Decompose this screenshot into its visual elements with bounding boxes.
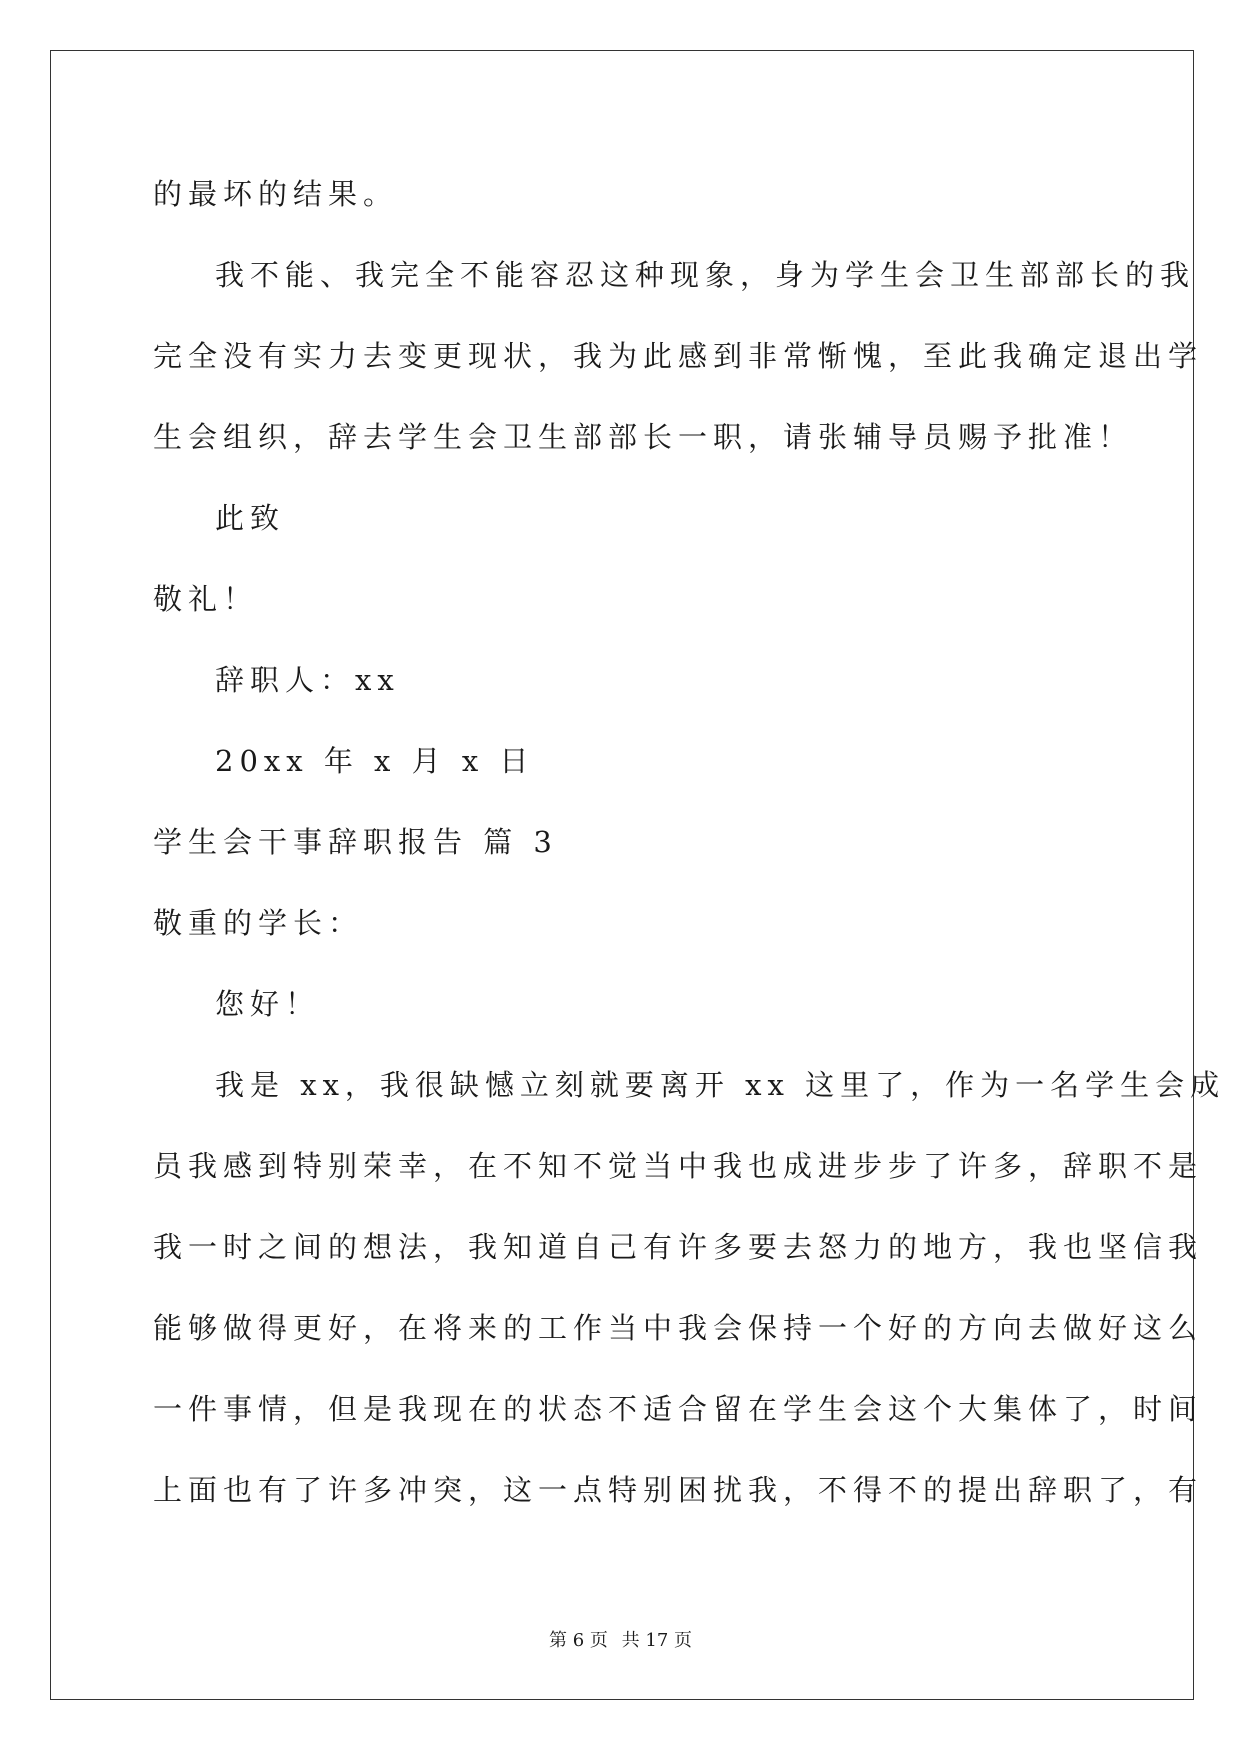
text-line: 敬礼！: [153, 582, 259, 616]
text-line: 我一时之间的想法，我知道自己有许多要去怒力的地方，我也坚信我: [153, 1230, 1204, 1264]
text-line: 生会组织，辞去学生会卫生部部长一职，请张辅导员赐予批准！: [153, 420, 1134, 454]
text-line: 我不能、我完全不能容忍这种现象，身为学生会卫生部部长的我: [215, 258, 1196, 292]
page-footer: [0, 1629, 1241, 1653]
text-line: 此致: [215, 501, 286, 535]
text-line: 上面也有了许多冲突，这一点特别困扰我，不得不的提出辞职了，有: [153, 1473, 1204, 1507]
page-total: 共 17 页: [621, 1630, 692, 1651]
page-number: 第 6 页: [549, 1630, 608, 1651]
text-line: 20xx 年 x 月 x 日: [215, 744, 535, 778]
text-line: 完全没有实力去变更现状，我为此感到非常惭愧，至此我确定退出学: [153, 339, 1204, 373]
document-body: [153, 166, 1226, 1543]
text-line: 一件事情，但是我现在的状态不适合留在学生会这个大集体了，时间: [153, 1392, 1204, 1426]
text-line: 辞职人：xx: [215, 663, 400, 697]
text-line: 员我感到特别荣幸，在不知不觉当中我也成进步步了许多，辞职不是: [153, 1149, 1204, 1183]
text-line: 敬重的学长：: [153, 906, 364, 940]
text-line: 的最坏的结果。: [153, 177, 399, 211]
text-line: 您好！: [215, 987, 321, 1021]
text-line: 我是 xx，我很缺憾立刻就要离开 xx 这里了，作为一名学生会成: [215, 1068, 1226, 1102]
text-line: 能够做得更好，在将来的工作当中我会保持一个好的方向去做好这么: [153, 1311, 1204, 1345]
text-line: 学生会干事辞职报告 篇 3: [153, 825, 558, 859]
